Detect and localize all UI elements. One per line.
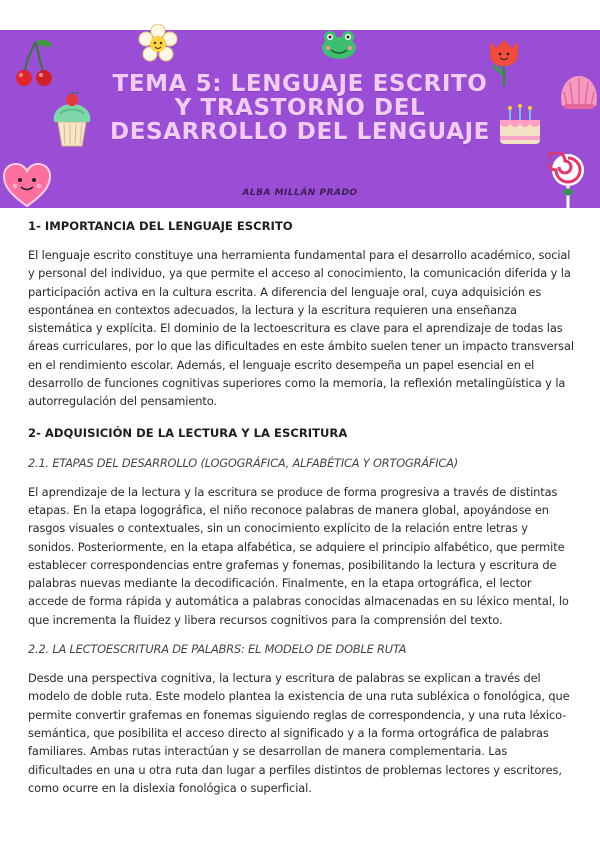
- section-2-heading: 2- ADQUISICIÓN DE LA LECTURA Y LA ESCRITURA: [28, 425, 348, 440]
- section-2-1-paragraph: El aprendizaje de la lectura y la escritura se produce de forma progresiva a través de distintas etapas. En la etapa logográfica, el niño reconoce palabras de manera global, apoyándose en rasgos visuales o contextuales, sin un conocimiento explícito de la relación entre letras y sonidos. Posteriormente, en la etapa alfabética, se adquiere el principio alfabético, que permite establecer correspondencias entre grafemas y fonemas, posibilitando la lectura y escritura de palabras nuevas mediante la decodificación. Finalmente, en la etapa ortográfica, el lector accede de forma rápida y automática a palabras conocidas almacenadas en su léxico mental, lo que incrementa la fluidez y libera recursos cognitivos para la comprensión del texto.: [28, 484, 569, 627]
- page-title: TEMA 5: LENGUAJE ESCRITO Y TRASTORNO DEL DESARROLLO DEL LENGUAJE: [110, 71, 490, 145]
- cake-icon: [494, 102, 546, 148]
- shell-icon: [558, 72, 600, 110]
- section-1-paragraph: El lenguaje escrito constituye una herramienta fundamental para el desarrollo académico, social y personal del individuo, ya que permite el acceso al conocimiento, la comunicación diferida y la participación activa en la cultura escrita. A diferencia del lenguaje oral, cuya adquisición es espontánea en contextos adecuados, la lectura y la escritura requieren una enseñanza sistemática y explícita. El dominio de la lectoescritura es clave para el aprendizaje de todas las áreas curriculares, por lo que las dificultades en este ámbito suelen tener un impacto transversal en el rendimiento escolar. Además, el lenguaje escrito desempeña un papel esencial en el desarrollo de funciones cognitivas superiores como la memoria, la reflexión metalingüística y la autorregulación del pensamiento.: [28, 248, 574, 409]
- heart-face-icon: [2, 162, 52, 208]
- section-2-2-heading: 2.2. LA LECTOESCRITURA DE PALABRS: EL MODELO DE DOBLE RUTA: [28, 642, 407, 657]
- cherries-icon: [14, 38, 54, 90]
- frog-icon: [319, 28, 359, 60]
- cupcake-icon: [50, 92, 94, 148]
- section-2-1-heading: 2.1. ETAPAS DEL DESARROLLO (LOGOGRÁFICA, ALFABÉTICA Y ORTOGRÁFICA): [28, 455, 459, 470]
- section-1-heading: 1- IMPORTANCIA DEL LENGUAJE ESCRITO: [28, 219, 293, 233]
- flower-icon: [138, 24, 178, 64]
- section-2-2-paragraph: Desde una perspectiva cognitiva, la lectura y escritura de palabras se explican a través del modelo de doble ruta. Este modelo plantea la existencia de una ruta subléxica o fonológica, que permite convertir grafemas en fonemas siguiendo reglas de correspondencia, y una ruta léxico-semántica, que posibilita el acceso directo al significado y a la forma ortográfica de palabras familiares. Ambas rutas interactúan y se desarrollan de manera complementaria. Las dificultades en una u otra ruta dan lugar a perfiles distintos de problemas lectores y escritores, como ocurre en la dislexia fonológica o superficial.: [28, 671, 570, 795]
- document-body: [28, 216, 574, 797]
- author-name: ALBA MILLÁN PRADO: [242, 188, 358, 198]
- lollipop-icon: [548, 152, 588, 208]
